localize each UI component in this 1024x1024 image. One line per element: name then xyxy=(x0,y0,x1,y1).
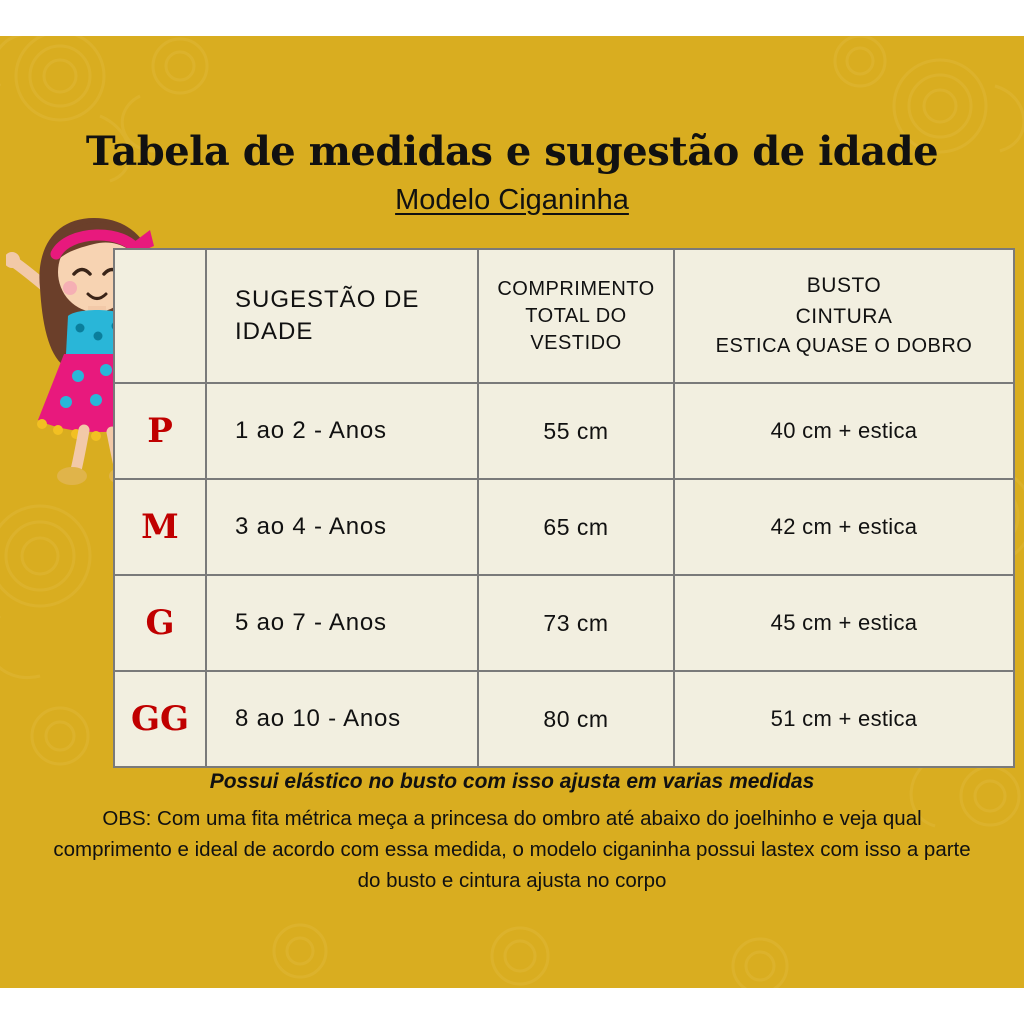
table-row xyxy=(114,383,1014,479)
header-bust-line2: CINTURA xyxy=(795,304,893,328)
header-length-line1: COMPRIMENTO xyxy=(497,277,655,300)
header-size xyxy=(114,249,206,383)
table-row xyxy=(114,575,1014,671)
page-title: Tabela de medidas e sugestão de idade xyxy=(85,128,939,175)
cell-size: G xyxy=(114,575,206,671)
page-subtitle: Modelo Ciganinha xyxy=(395,184,629,216)
table-body xyxy=(114,383,1014,767)
size-chart-poster xyxy=(0,36,1024,988)
cell-bust: 45 cm + estica xyxy=(674,575,1014,671)
cell-bust: 51 cm + estica xyxy=(674,671,1014,767)
header-bust xyxy=(674,249,1014,383)
cell-size: P xyxy=(114,383,206,479)
cell-length: 55 cm xyxy=(478,383,674,479)
cell-size: GG xyxy=(114,671,206,767)
cell-age: 8 ao 10 - Anos xyxy=(206,671,478,767)
header-bust-line1: BUSTO xyxy=(806,274,882,298)
elastic-note: Possui elástico no busto com isso ajusta em varias medidas xyxy=(209,770,815,793)
observation-line-3: do busto e cintura ajusta no corpo xyxy=(357,868,667,892)
cell-length: 73 cm xyxy=(478,575,674,671)
observation-line-1: OBS: Com uma fita métrica meça a princesa do ombro até abaixo do joelhinho e veja qual xyxy=(102,807,922,830)
cell-length: 65 cm xyxy=(478,479,674,575)
header-length-line2: TOTAL DO xyxy=(525,304,627,327)
observation-line-2: comprimento e ideal de acordo com essa medida, o modelo ciganinha possui lastex com isso a parte xyxy=(53,837,971,861)
size-chart-table xyxy=(113,248,1015,768)
header-length xyxy=(478,249,674,383)
cell-size: M xyxy=(114,479,206,575)
cell-age: 5 ao 7 - Anos xyxy=(206,575,478,671)
cell-age: 3 ao 4 - Anos xyxy=(206,479,478,575)
observation-note xyxy=(12,804,1012,896)
cell-age: 1 ao 2 - Anos xyxy=(206,383,478,479)
cell-bust: 42 cm + estica xyxy=(674,479,1014,575)
cell-bust: 40 cm + estica xyxy=(674,383,1014,479)
table-header xyxy=(114,249,1014,383)
table-row xyxy=(114,671,1014,767)
header-age: SUGESTÃO DE IDADE xyxy=(206,249,478,383)
cell-length: 80 cm xyxy=(478,671,674,767)
header-bust-line3: ESTICA QUASE O DOBRO xyxy=(715,334,973,357)
header-length-line3: VESTIDO xyxy=(530,331,622,354)
table-row xyxy=(114,479,1014,575)
